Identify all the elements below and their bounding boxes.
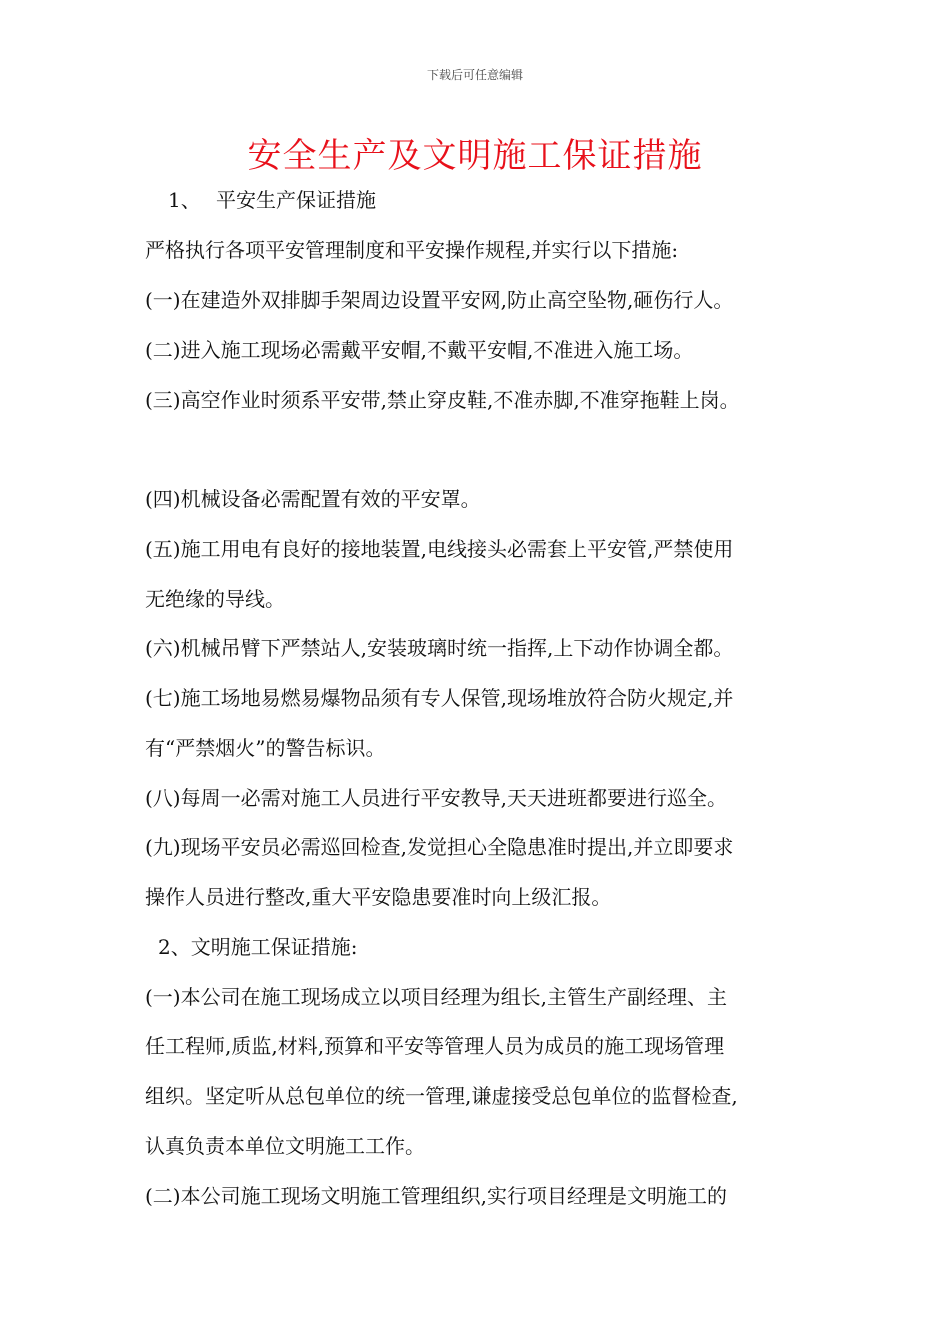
section-number: 1、 xyxy=(168,188,201,212)
paragraph-line: (二)本公司施工现场文明施工管理组织,实行项目经理是文明施工的 xyxy=(145,1184,727,1208)
paragraph-line: (七)施工场地易燃易爆物品须有专人保管,现场堆放符合防火规定,并 xyxy=(145,686,734,710)
paragraph-line: (一)本公司在施工现场成立以项目经理为组长,主管生产副经理、主 xyxy=(145,985,727,1009)
paragraph-line: 组织。坚定听从总包单位的统一管理,谦虚接受总包单位的监督检查, xyxy=(145,1084,738,1108)
section-heading-text: 平安生产保证措施 xyxy=(216,188,376,212)
paragraph-line: (三)高空作业时须系平安带,禁止穿皮鞋,不准赤脚,不准穿拖鞋上岗。 xyxy=(145,388,740,412)
paragraph-line: 无绝缘的导线。 xyxy=(145,587,285,611)
page-header: 下载后可任意编辑 xyxy=(426,68,523,82)
paragraph-line: 操作人员进行整改,重大平安隐患要准时向上级汇报。 xyxy=(145,885,612,909)
paragraph-line: (二)进入施工现场必需戴平安帽,不戴平安帽,不准进入施工场。 xyxy=(145,338,694,362)
paragraph-line: (一)在建造外双排脚手架周边设置平安网,防止高空坠物,砸伤行人。 xyxy=(145,288,734,312)
paragraph-line: 认真负责本单位文明施工工作。 xyxy=(145,1134,425,1158)
paragraph-line: (六)机械吊臂下严禁站人,安装玻璃时统一指挥,上下动作协调全都。 xyxy=(145,636,734,660)
section-2-heading: 2、文明施工保证措施: xyxy=(158,935,358,959)
section-1-heading xyxy=(168,188,376,212)
paragraph-line: 严格执行各项平安管理制度和平安操作规程,并实行以下措施: xyxy=(145,238,679,262)
paragraph-line: 有“严禁烟火”的警告标识。 xyxy=(145,736,386,760)
paragraph-line: (九)现场平安员必需巡回检查,发觉担心全隐患准时提出,并立即要求 xyxy=(145,835,734,859)
paragraph-line: 任工程师,质监,材料,预算和平安等管理人员为成员的施工现场管理 xyxy=(145,1034,725,1058)
document-title: 安全生产及文明施工保证措施 xyxy=(247,136,703,176)
paragraph-line: (四)机械设备必需配置有效的平安罩。 xyxy=(145,487,481,511)
paragraph-line: (五)施工用电有良好的接地装置,电线接头必需套上平安管,严禁使用 xyxy=(145,537,734,561)
paragraph-line: (八)每周一必需对施工人员进行平安教导,天天进班都要进行巡全。 xyxy=(145,786,727,810)
